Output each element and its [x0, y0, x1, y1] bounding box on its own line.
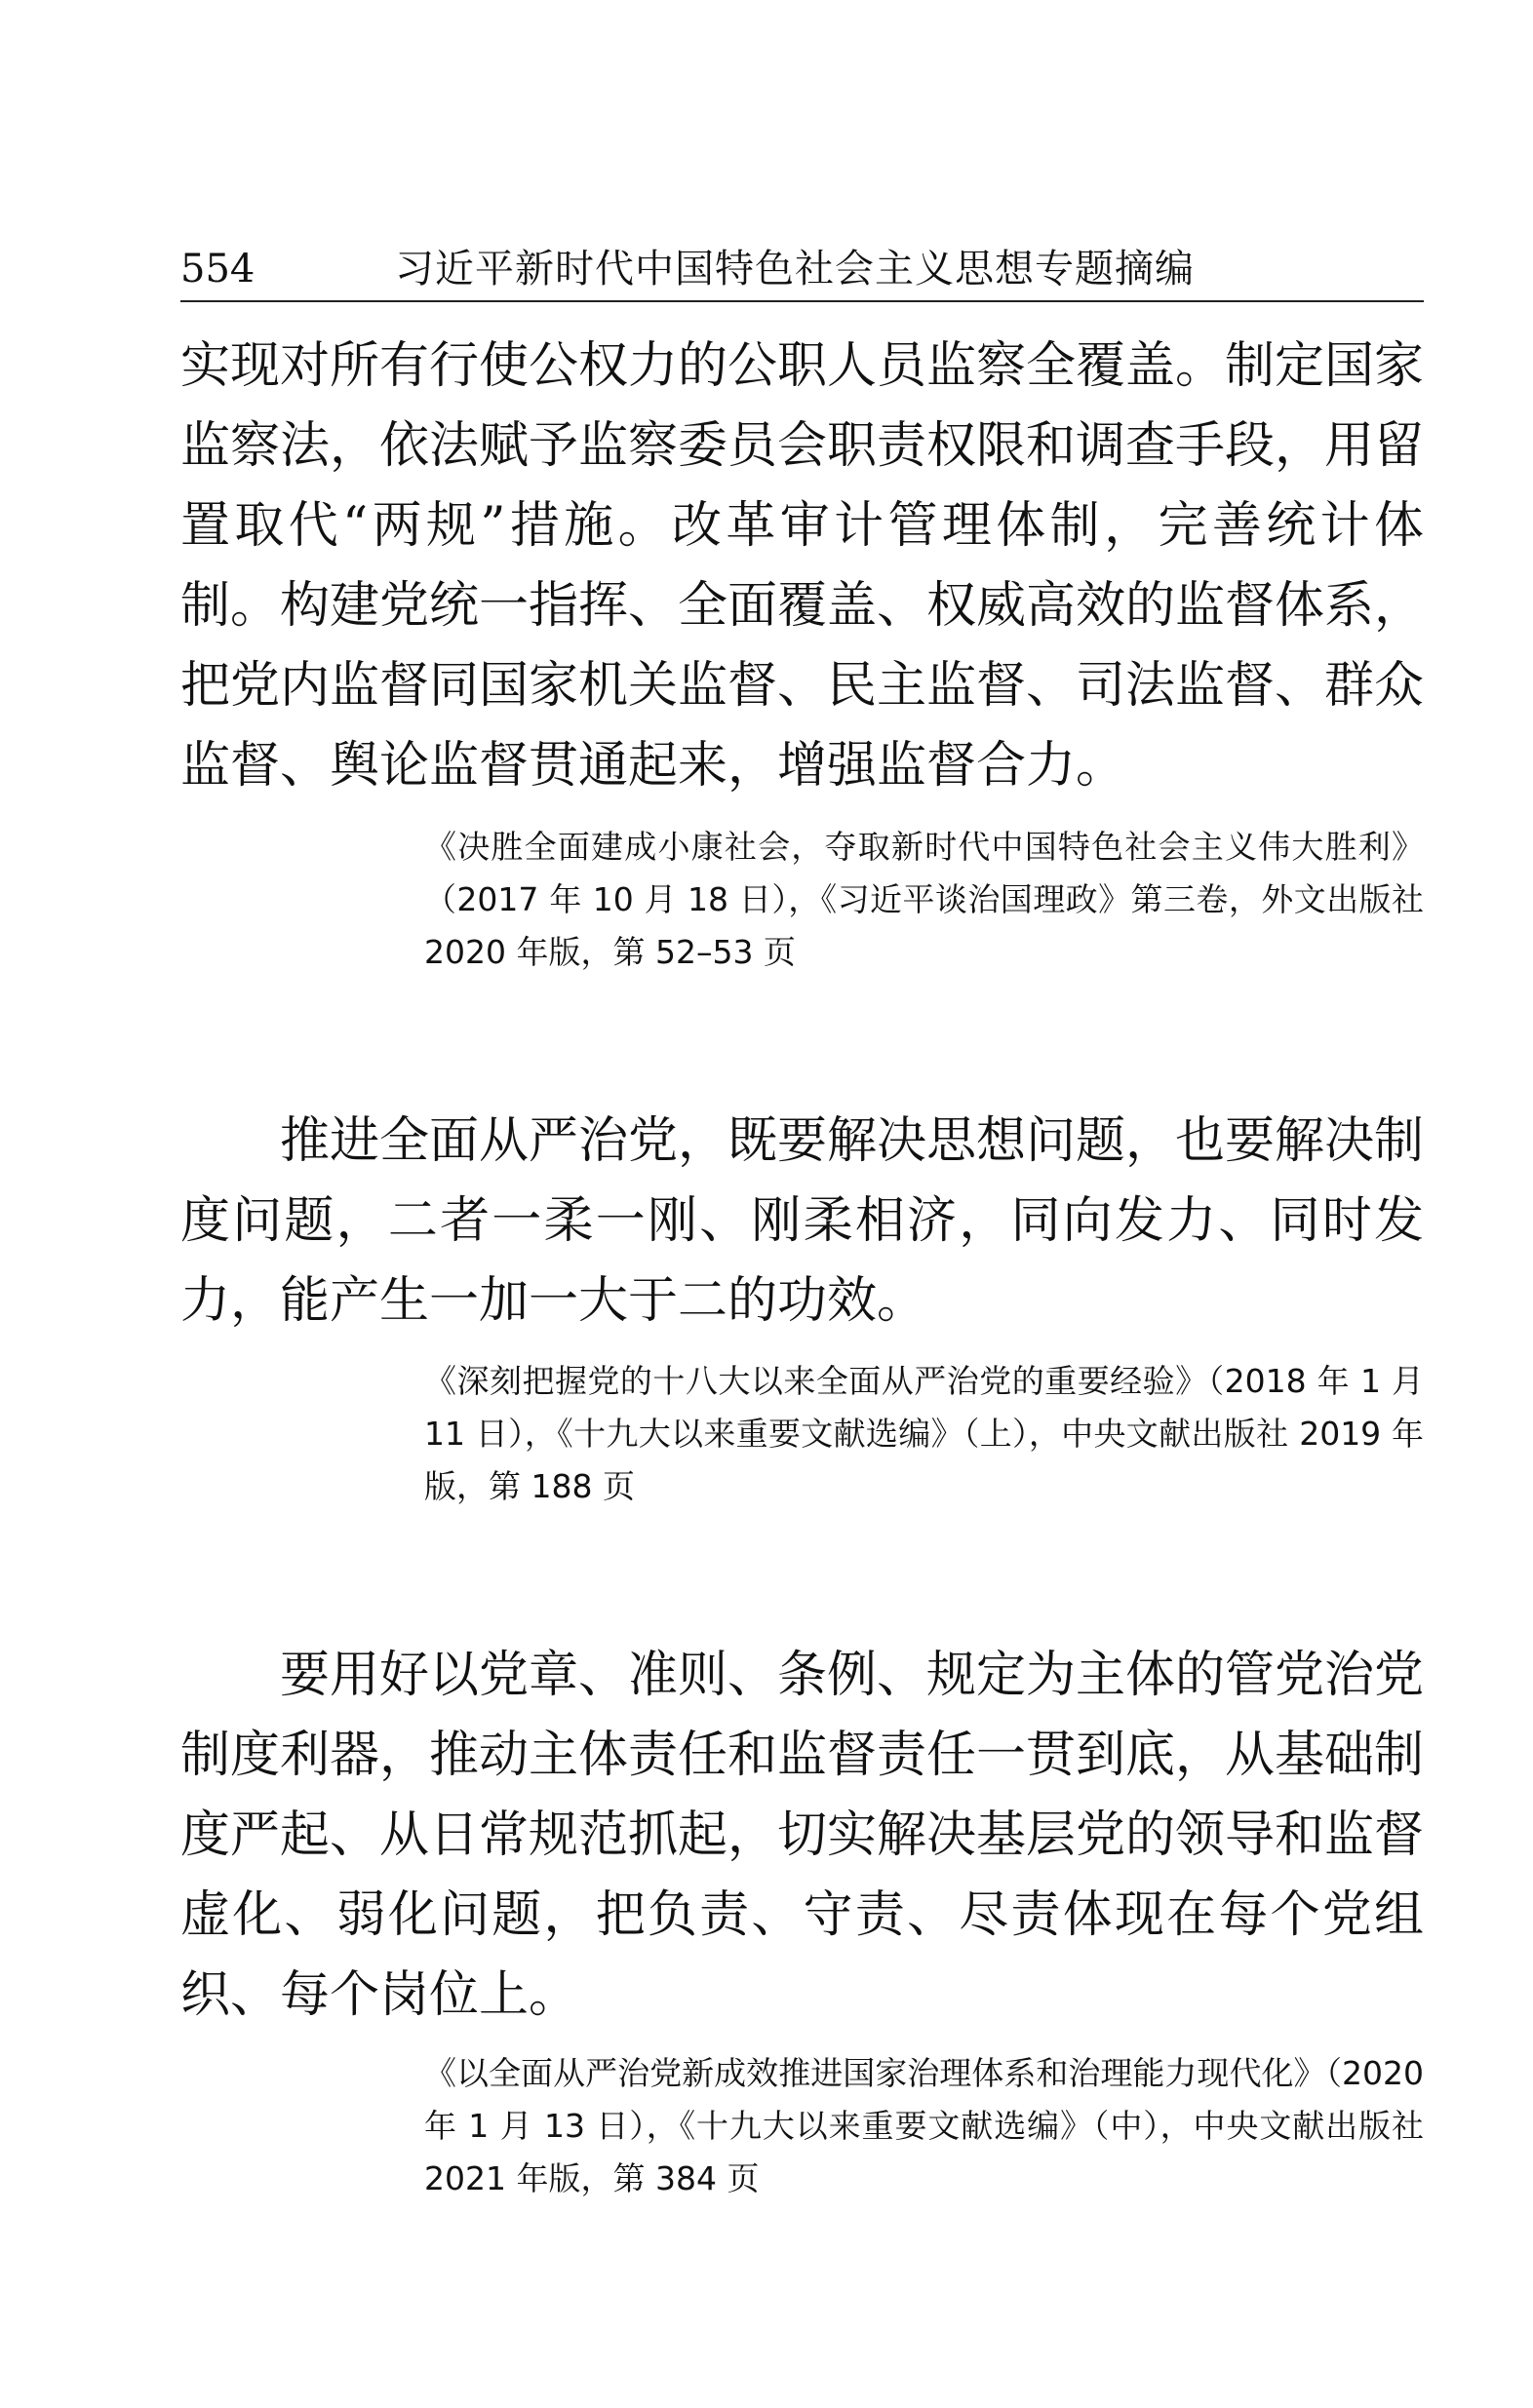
page-number: 554	[180, 247, 256, 291]
passage-2-text: 推进全面从严治党，既要解决思想问题，也要解决制度问题，二者一柔一刚、刚柔相济，同向发力、同时发力，能产生一加一大于二的功效。	[180, 1112, 1425, 1330]
running-title: 习近平新时代中国特色社会主义思想专题摘编	[395, 247, 1195, 291]
passage-3-text: 要用好以党章、准则、条例、规定为主体的管党治党制度利器，推动主体责任和监督责任一贯到底，从基础制度严起、从日常规范抓起，切实解决基层党的领导和监督虚化、弱化问题，把负责、守责、尽责体现在每个党组织、每个岗位上。	[180, 1647, 1425, 2024]
passage-2-citation: 《深刻把握党的十八大以来全面从严治党的重要经验》（2018 年 1 月 11 日），《十九大以来重要文献选编》（上），中央文献出版社 2019 年版，第 188 页	[424, 1362, 1424, 1505]
passage-1-text: 实现对所有行使公权力的公职人员监察全覆盖。制定国家监察法，依法赋予监察委员会职责权限和调查手段，用留置取代“两规”措施。改革审计管理体制，完善统计体制。构建党统一指挥、全面覆盖、权威高效的监督体系，把党内监督同国家机关监督、民主监督、司法监督、群众监督、舆论监督贯通起来，增强监督合力。	[180, 337, 1425, 795]
passage-3-citation: 《以全面从严治党新成效推进国家治理体系和治理能力现代化》（2020 年 1 月 13 日），《十九大以来重要文献选编》（中），中央文献出版社 2021 年版，第 384 页	[424, 2054, 1424, 2197]
page-header	[180, 242, 1424, 302]
passage-1-citation: 《决胜全面建成小康社会，夺取新时代中国特色社会主义伟大胜利》（2017 年 10 月 18 日），《习近平谈治国理政》第三卷，外文出版社 2020 年版，第 52–53 页	[424, 828, 1424, 971]
